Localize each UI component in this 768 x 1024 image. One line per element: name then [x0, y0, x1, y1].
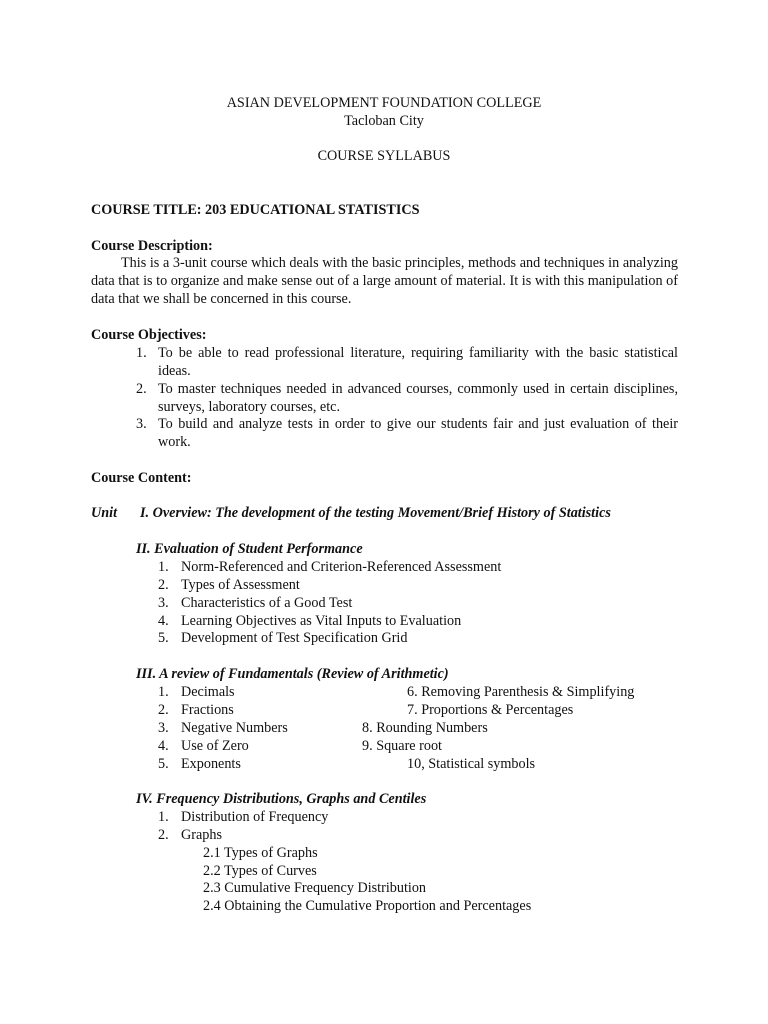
- item-number: 2.: [158, 827, 169, 843]
- college-name: ASIAN DEVELOPMENT FOUNDATION COLLEGE: [226, 95, 542, 111]
- objective-item: To be able to read professional literature, requiring familiarity with the basic statistical ideas.: [158, 345, 678, 379]
- unit-4-title: IV. Frequency Distributions, Graphs and Centiles: [136, 791, 427, 807]
- objectives-heading: Course Objectives:: [91, 327, 207, 343]
- unit-label: Unit: [91, 505, 118, 521]
- unit-4-subitem: 2.4 Obtaining the Cumulative Proportion and Percentages: [203, 898, 532, 914]
- unit-3-title: III. A review of Fundamentals (Review of Arithmetic): [136, 666, 449, 682]
- unit-3-item: Fractions: [181, 702, 234, 718]
- unit-2-item: Learning Objectives as Vital Inputs to Evaluation: [181, 613, 462, 629]
- objective-item: To build and analyze tests in order to give our students fair and just evaluation of their work.: [158, 416, 678, 450]
- unit-2-title: II. Evaluation of Student Performance: [136, 541, 363, 557]
- unit-2-item: Norm-Referenced and Criterion-Referenced Assessment: [181, 559, 502, 575]
- unit-3-item: Decimals: [181, 684, 235, 700]
- unit-3-item: Exponents: [181, 756, 241, 772]
- item-number: 3.: [158, 595, 169, 611]
- description-text: This is a 3-unit course which deals with the basic principles, methods and techniques in analyzing data that is to organize and make sense out of a large amount of material. It is with this manipulation of data that we shall be concerned in this course.: [91, 255, 678, 307]
- unit-4-subitem: 2.3 Cumulative Frequency Distribution: [203, 880, 427, 896]
- unit-4-item: Distribution of Frequency: [181, 809, 329, 825]
- content-heading: Course Content:: [91, 470, 192, 486]
- document-type: COURSE SYLLABUS: [317, 148, 451, 164]
- objective-number: 1.: [136, 345, 147, 361]
- objective-item: To master techniques needed in advanced courses, commonly used in certain disciplines, surveys, laboratory courses, etc.: [158, 381, 678, 415]
- item-number: 2.: [158, 577, 169, 593]
- objective-number: 2.: [136, 381, 147, 397]
- unit-2-item: Development of Test Specification Grid: [181, 630, 408, 646]
- description-heading: Course Description:: [91, 238, 213, 254]
- unit-4-subitem: 2.1 Types of Graphs: [203, 845, 318, 861]
- item-number: 1.: [158, 559, 169, 575]
- objective-number: 3.: [136, 416, 147, 432]
- item-number: 2.: [158, 702, 169, 718]
- item-number: 5.: [158, 756, 169, 772]
- unit-3-item: Use of Zero: [181, 738, 249, 754]
- item-number: 4.: [158, 613, 169, 629]
- item-number: 4.: [158, 738, 169, 754]
- unit-4-subitem: 2.2 Types of Curves: [203, 863, 317, 879]
- course-title: COURSE TITLE: 203 EDUCATIONAL STATISTICS: [91, 202, 420, 218]
- item-number: 1.: [158, 809, 169, 825]
- unit-1-title: I. Overview: The development of the testing Movement/Brief History of Statistics: [140, 505, 611, 521]
- item-number: 1.: [158, 684, 169, 700]
- unit-3-item: 8. Rounding Numbers: [362, 720, 488, 736]
- unit-2-item: Characteristics of a Good Test: [181, 595, 353, 611]
- unit-3-item: 10, Statistical symbols: [407, 756, 536, 772]
- item-number: 3.: [158, 720, 169, 736]
- college-city: Tacloban City: [344, 113, 424, 129]
- unit-3-item: Negative Numbers: [181, 720, 288, 736]
- unit-3-item: 6. Removing Parenthesis & Simplifying: [407, 684, 635, 700]
- unit-3-item: 7. Proportions & Percentages: [407, 702, 574, 718]
- item-number: 5.: [158, 630, 169, 646]
- unit-2-item: Types of Assessment: [181, 577, 300, 593]
- unit-3-item: 9. Square root: [362, 738, 442, 754]
- unit-4-item: Graphs: [181, 827, 222, 843]
